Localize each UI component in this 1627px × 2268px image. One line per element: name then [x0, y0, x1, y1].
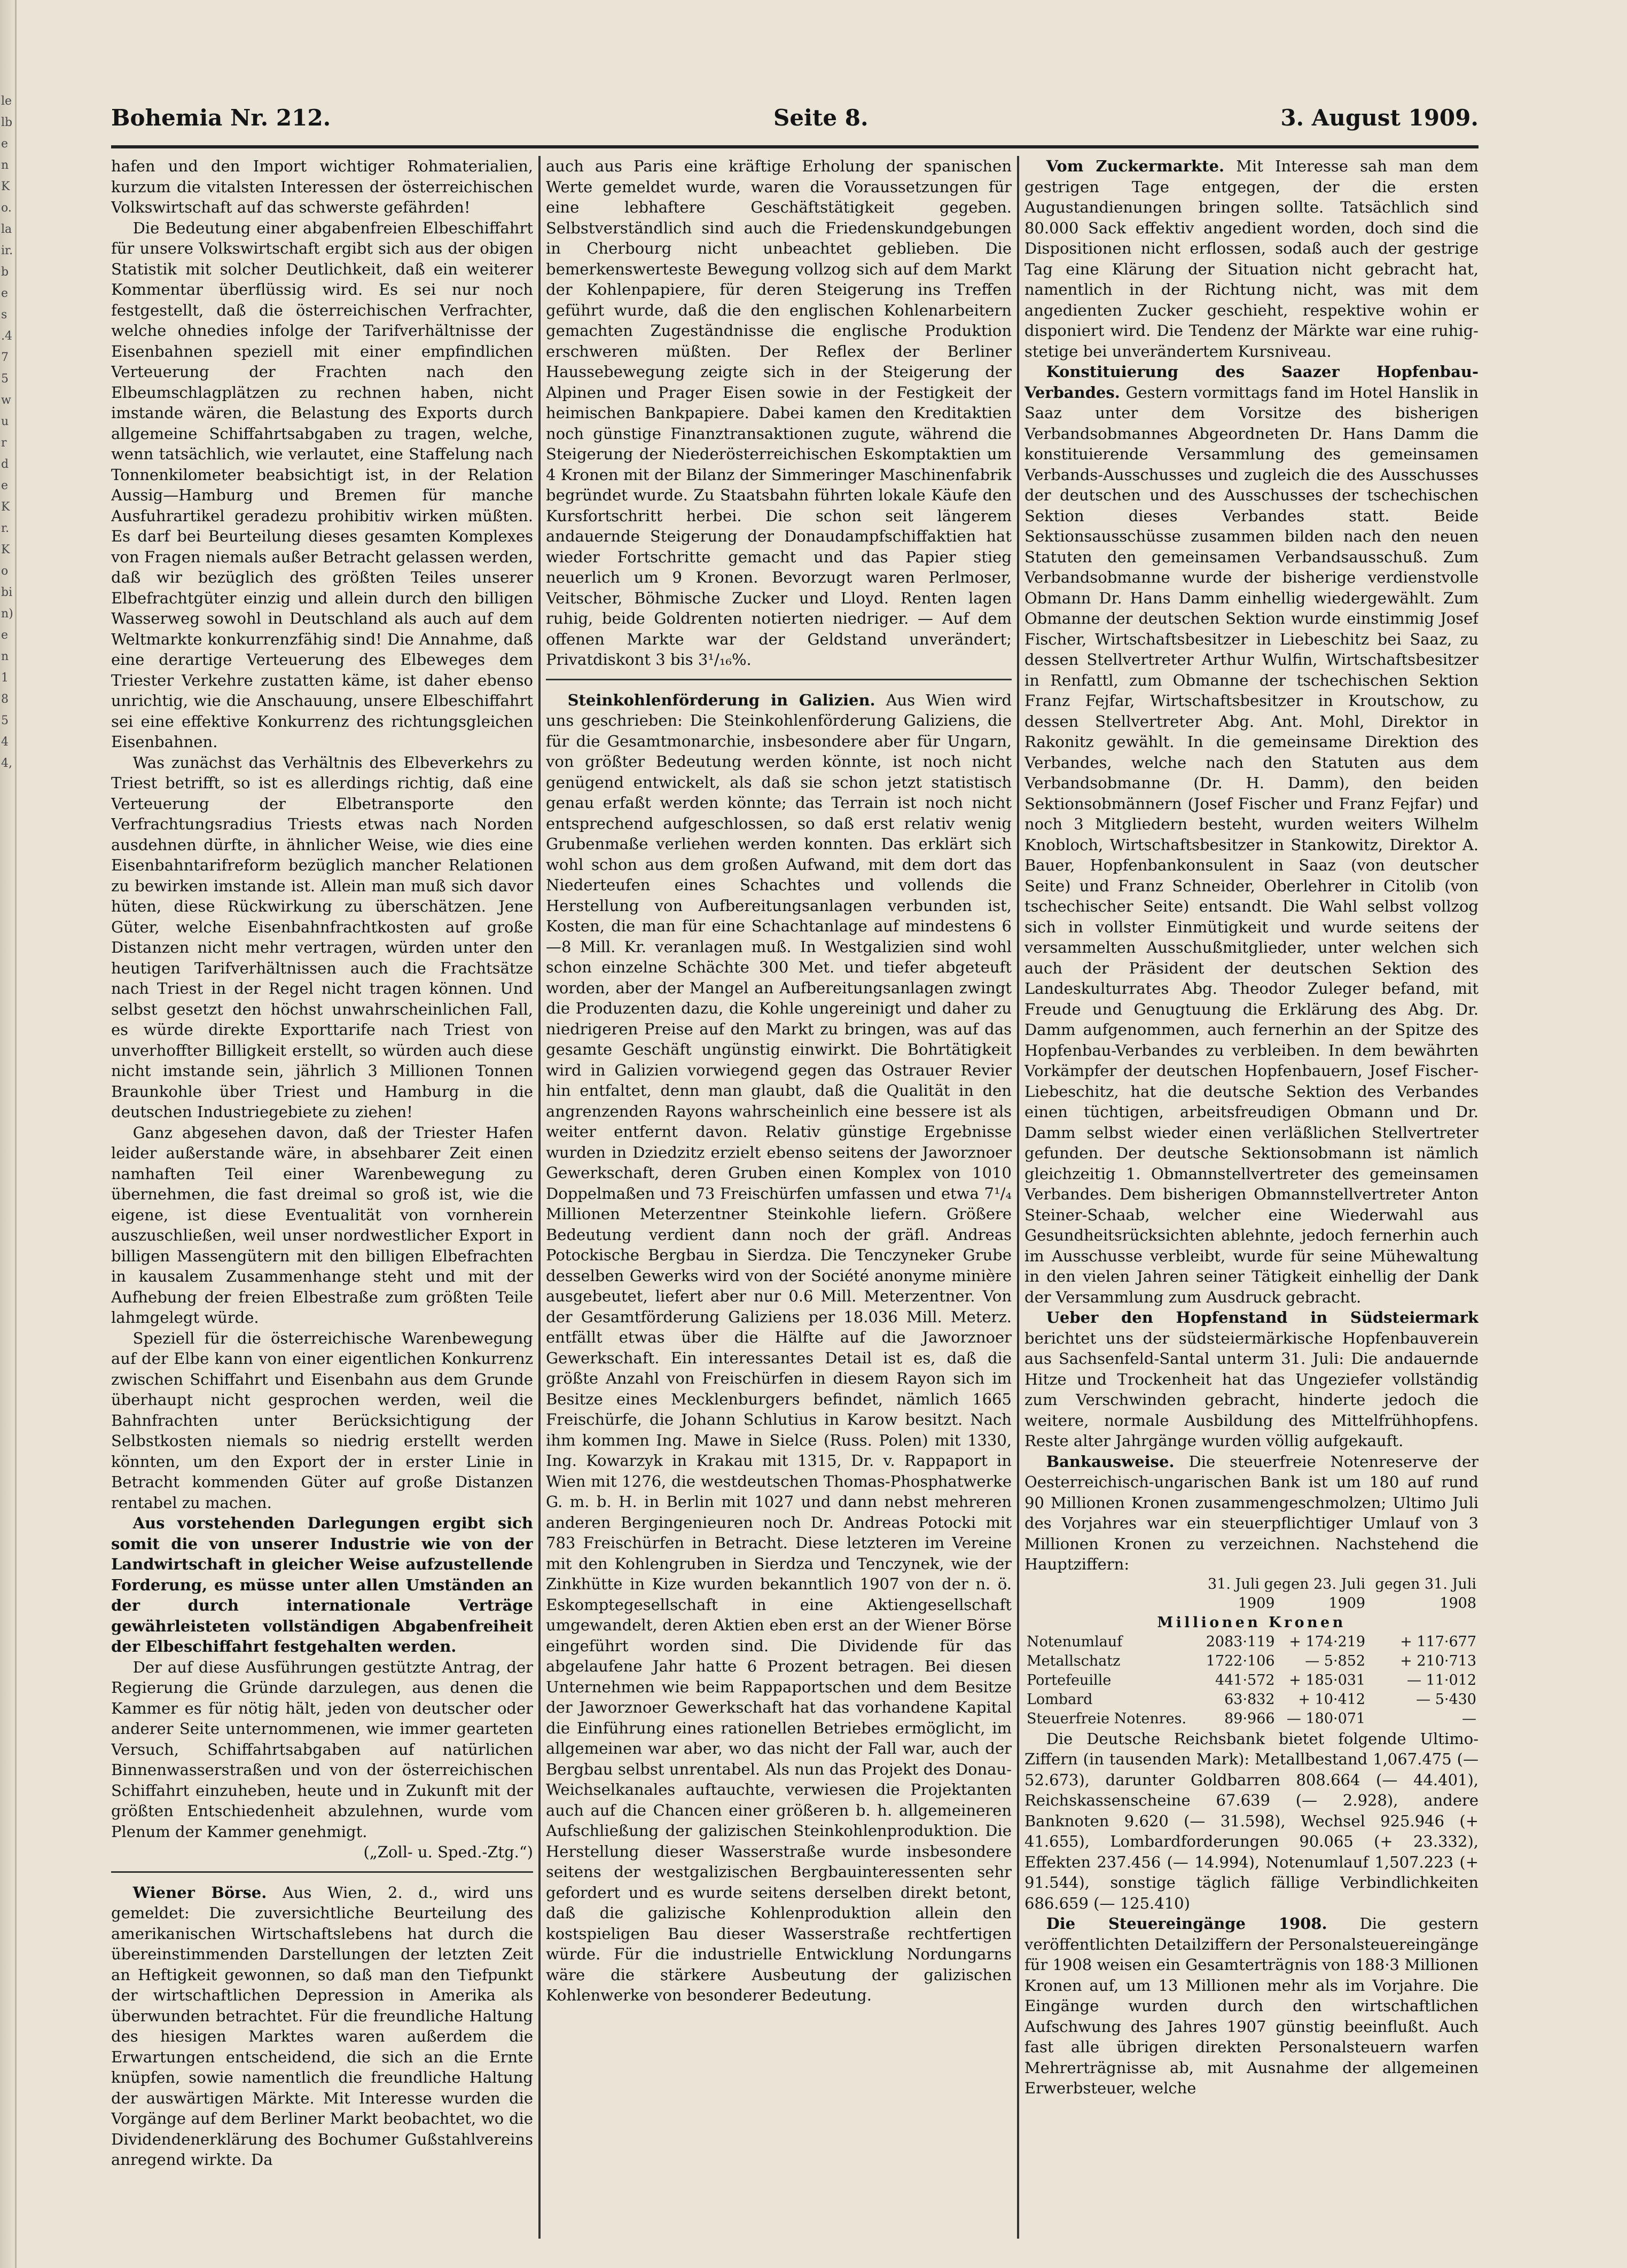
page-number: Seite 8.: [773, 105, 869, 131]
article-paragraph: Die Bedeutung einer abgabenfreien Elbeschiffahrt für unsere Volkswirtschaft ergibt sich aus der obigen Statistik mit solcher Deutlichkeit, daß ein weiterer Kommentar überflüssig wird. Es sei nur noch festgestellt, daß die österreichischen Verfrachter, welche ohnedies infolge der Tarifverhältnisse der Eisenbahnen speziell mit einer empfindlichen Verteuerung der Frachten nach den Elbeumschlagplätzen zu rechnen haben, nicht imstande wären, die Belastung des Exports durch allgemeine Schiffahrtsabgaben zu tragen, welche, wenn tatsächlich, wie verlautet, eine Staffelung nach Tonnenkilometer beabsichtigt ist, in der Relation Aussig—Hamburg und Bremen für manche Ausfuhrartikel geradezu prohibitiv wirken müßten. Es darf bei Beurteilung dieses gesamten Komplexes von Fragen niemals außer Betracht gelassen werden, daß wir bezüglich des größten Teiles unserer Elbefrachtgüter einzig und allein durch den billigen Wasserweg sowohl in Deutschland als auch auf dem Weltmarkte konkurrenzfähig sind! Die Annahme, daß eine derartige Verteuerung des Elbeweges dem Triester Verkehre zustatten käme, ist daher ebenso unrichtig, wie die Anschauung, unsere Elbeschiffahrt sei eine effektive Konkurrenz des richtungsgleichen Eisenbahnen.: [111, 218, 533, 751]
table-cell: — 180·071: [1286, 1710, 1366, 1727]
table-cell: 63·832: [1224, 1691, 1275, 1708]
table-row: [1024, 1709, 1479, 1729]
table-cell: 89·966: [1224, 1710, 1275, 1727]
header-rule: [111, 145, 1479, 148]
table-cell: + 210·713: [1400, 1652, 1476, 1669]
table-row: [1024, 1690, 1479, 1709]
page-header: [111, 105, 1479, 137]
headline-hopfenbau-verband: Konstituierung des Saazer Hopfenbau-Verbandes.: [1024, 363, 1479, 402]
column-1: [111, 156, 533, 2239]
table-row: [1024, 1633, 1479, 1652]
article-paragraph: Speziell für die österreichische Warenbewegung auf der Elbe kann von einer eigentlichen Konkurrenz zwischen Schiffahrt und Eisenbahn aus dem Grunde überhaupt nicht gesprochen werden, weil die Bahnfrachten unter Berücksichtigung der Selbstkosten niemals so niedrig erstellt werden könnten, um den Export der in erster Linie in Betracht kommenden Güter auf große Distanzen rentabel zu machen.: [111, 1329, 533, 1512]
table-cell: Notenumlauf: [1027, 1633, 1123, 1650]
table-header: 1909: [1238, 1595, 1275, 1612]
headline-zuckermarkt: Vom Zuckermarkte.: [1046, 157, 1225, 175]
article-text: Mit Interesse sah man dem gestrigen Tage entgegen, der die ersten Augustandienungen bringen sollte. Tatsächlich sind 80.000 Sack effektiv angedient worden, doch sind die Dispositionen nicht erflossen, sodaß auch der gestrige Tag eine Klärung der Situation nicht gebracht hat, namentlich in der Richtung nicht, was mit dem angedienten Zucker geschieht, respektive wohin er disponiert wird. Die Tendenz der Märkte war eine ruhig-stetige bei unverändertem Kursniveau.: [1024, 157, 1479, 360]
headline-hopfenstand: Ueber den Hopfenstand in Südsteiermark: [1046, 1308, 1479, 1327]
article-paragraph: hafen und den Import wichtiger Rohmaterialien, kurzum die vitalsten Interessen der österreichischen Volkswirtschaft auf das schwerste gefährden!: [111, 157, 533, 216]
table-cell: + 185·031: [1289, 1671, 1366, 1689]
table-cell: + 10·412: [1298, 1691, 1366, 1708]
adjacent-page-text: lelben Ko. lair. bes .475 wurde Kr. Ko bin) en 185 44,: [1, 95, 13, 770]
table-cell: 1722·106: [1206, 1652, 1275, 1669]
column-2: [546, 156, 1012, 2239]
bank-figures-table: [1024, 1575, 1479, 1729]
table-cell: —: [1462, 1710, 1476, 1727]
table-cell: + 117·677: [1400, 1633, 1476, 1650]
table-header: 1908: [1440, 1595, 1476, 1612]
table-header: gegen 31. Juli: [1375, 1575, 1476, 1592]
article-paragraph: Die Deutsche Reichsbank bietet folgende Ultimo-Ziffern (in tausenden Mark): Metallbestand 1,067.475 (— 52.673), darunter Goldbarren 808.664 (— 44.401), Reichskassenscheine 67.639 (— 2.928), andere Banknoten 9.620 (— 31.598), Wechsel 925.946 (+ 41.655), Lombardforderungen 90.065 (+ 23.332), Effekten 237.456 (— 14.994), Notenumlauf 1,507.223 (+ 91.544), sonstige täglich fällige Verbindlichkeiten 686.659 (— 125.410): [1024, 1729, 1479, 1912]
table-cell: + 174·219: [1289, 1633, 1366, 1650]
article-text: Aus Wien wird uns geschrieben: Die Steinkohlenförderung Galiziens, die für die Gesamtmonarchie, insbesondere aber für Ungarn, von größter Bedeutung werden könnte, ist noch nicht genügend entwickelt, als daß sie schon jetzt statistisch genau erfaßt werden könnte; das Terrain ist noch nicht entsprechend aufgeschlossen, so daß erst relativ wenig Grubenmaße verliehen werden konnten. Das erklärt sich wohl schon aus dem großen Aufwand, mit dem dort das Niederteufen eines Schachtes und vollends die Herstellung von Aufbereitungsanlagen verbunden ist, Kosten, die man für eine Schachtanlage auf mindestens 6—8 Mill. Kr. veranlagen muß. In Westgalizien sind wohl schon einzelne Schächte 300 Met. und tiefer abgeteuft worden, aber der Mangel an Aufbereitungsanlagen zwingt die Produzenten dazu, die Kohle ungereinigt und daher zu niedrigeren Preise auf den Markt zu bringen, was auf das gesamte Geschäft ungünstig einwirkt. Die Bohrtätigkeit wird in Galizien vorwiegend gegen das Ostrauer Revier hin entfaltet, denn man glaubt, daß die Qualität in den angrenzenden Rayons wahrscheinlich eine bessere ist als weiter entfernt davon. Relativ günstige Ergebnisse wurden in Dziedzitz erzielt ebenso seitens der Jaworznoer Gewerkschaft, deren Gruben einen Komplex von 1010 Doppelmaßen und 73 Freischürfen umfassen und etwa 7¹/₄ Millionen Meterzentner Steinkohle liefern. Größere Bedeutung verdient dann noch der gräfl. Andreas Potockische Bergbau in Sierdza. Die Tenczyneker Grube desselben Gewerks wird von der Société anonyme minière ausgebeutet, liefert aber nur 0.6 Mill. Meterzentner. Von der Gesamtförderung Galiziens per 18.036 Mill. Meterz. entfällt etwas über die Hälfte auf die Jaworznoer Gewerkschaft. Ein interessantes Detail ist es, daß die größte Anzahl von Freischürfen in diesem Rayon sich im Besitze eines Mecklenburgers befindet, nämlich 1665 Freischürfe, die Johann Schlutius in Karow besitzt. Nach ihm kommen Ing. Mawe in Sielce (Russ. Polen) mit 1330, Ing. Kowarzyk in Krakau mit 1315, Dr. v. Rappaport in Wien mit 1276, die westdeutschen Thomas-Phosphatwerke G. m. b. H. in Berlin mit 1027 und dann nebst mehreren anderen Bergingenieuren noch Dr. Andreas Potocki mit 783 Freischürfen in Betracht. Diese letzteren im Vereine mit den Kohlengruben in Sierdza und Tenczynek, wie der Zinkhütte in Kize wurden bekanntlich 1907 von der n. ö. Eskomptegesellschaft in eine Aktiengesellschaft umgewandelt, deren Aktien eben erst an der Wiener Börse eingeführt worden sind. Die Dividende für das abgelaufene Jahr hatte 6 Prozent betragen. Bei diesen Unternehmen wie beim Rappaportschen und dem Besitze der Jaworznoer Gewerkschaft hat das vorhandene Kapital die Einführung eines rationellen Betriebes ermöglicht, im allgemeinen war aber, wo das nicht der Fall war, auch der Bergbau selbst unrentabel. Als nun das Projekt des Donau-Weichselkanales auftauchte, verwiesen die Projektanten auch auf die Chancen einer größeren b. h. allgemeineren Aufschließung der galizischen Steinkohlenproduktion. Die Herstellung dieser Wasserstraße wurde insbesondere seitens der westgalizischen Bergbauinteressenten sehr gefordert und es wurde seitens derselben direkt betont, daß die galizische Kohlenproduktion allein den kostspieligen Bau dieser Wasserstraße rechtfertigen würde. Für die industrielle Entwicklung Nordungarns wäre die stärkere Ausbeutung der galizischen Kohlenwerke von besonderer Bedeutung.: [546, 690, 1012, 2004]
headline-wiener-boerse: Wiener Börse.: [132, 1883, 267, 1902]
table-header: 1909: [1328, 1595, 1366, 1612]
article-paragraph: auch aus Paris eine kräftige Erholung der spanischen Werte gemeldet wurde, waren die Voraussetzungen für eine lebhaftere Geschäftstätigkeit gegeben. Selbstverständlich sind auch die Friedenskundgebungen in Cherbourg nicht unbeachtet geblieben. Die bemerkenswerteste Bewegung vollzog sich auf dem Markt der Kohlenpapiere, für deren Steigerung ins Treffen geführt wurde, daß die den englischen Kohlenarbeitern gemachten Zugeständnisse die englische Produktion erschweren müßten. Der Reflex der Berliner Haussebewegung zeigte sich in der Steigerung der Alpinen und Prager Eisen sowie in der Festigkeit der heimischen Bankpapiere. Dabei kamen den Kreditaktien noch günstige Finanztransaktionen zugute, während die Steigerung der Niederösterreichischen Eskomptaktien um 4 Kronen mit der Bilanz der Simmeringer Maschinenfabrik begründet wurde. Zu Staatsbahn führten lokale Käufe den Kursfortschritt herbei. Die schon seit längerem andauernde Steigerung der Donaudampfschiffaktien hat wieder Fortschritte gemacht und das Papier stieg neuerlich um 9 Kronen. Bevorzugt waren Perlmoser, Veitscher, Böhmische Zucker und Lloyd. Renten lagen ruhig, beide Goldrenten notierten niedriger. — Auf dem offenen Markte war der Geldstand unverändert; Privatdiskont 3 bis 3¹/₁₆%.: [546, 157, 1012, 669]
column-rule: [1017, 156, 1019, 2239]
table-cell: — 5·852: [1305, 1652, 1366, 1669]
column-3: [1024, 156, 1479, 2239]
table-cell: Metallschatz: [1027, 1652, 1121, 1669]
article-paragraph: Was zunächst das Verhältnis des Elbeverkehrs zu Triest betrifft, so ist es allerdings richtig, daß eine Verteuerung der Elbetransporte den Verfrachtungsradius Triests etwas nach Norden ausdehnen dürfte, in ähnlicher Weise, wie dies eine Eisenbahntarifreform bezüglich mancher Relationen zu bewirken imstande ist. Allein man muß sich davor hüten, diese Rückwirkung zu überschätzen. Jene Güter, welche Eisenbahnfrachtkosten auf große Distanzen nicht mehr vertragen, würden unter den heutigen Tarifverhältnissen auch die Frachtsätze nach Triest in der Regel nicht tragen können. Und selbst gesetzt den höchst unwahrscheinlichen Fall, es würde direkte Exporttarife nach Triest von unverhoffter Billigkeit erstellt, so würden auch diese nicht imstande sein, jährlich 3 Millionen Tonnen Braunkohle über Triest und Hamburg in die deutschen Industriegebiete zu ziehen!: [111, 753, 533, 1121]
table-cell: Lombard: [1027, 1691, 1093, 1708]
newspaper-issue: Bohemia Nr. 212.: [111, 105, 331, 131]
article-paragraph: Aus vorstehenden Darlegungen ergibt sich somit die von unserer Industrie wie von der Landwirtschaft in gleicher Weise aufzustellende Forderung, es müsse unter allen Umständen an der durch internationale Verträge gewährleisteten vollständigen Abgabenfreiheit der Elbeschiffahrt festgehalten werden.: [111, 1514, 533, 1655]
headline-steinkohle: Steinkohlenförderung in Galizien.: [567, 690, 875, 709]
table-cell: — 11·012: [1406, 1671, 1476, 1689]
article-text: Die gestern veröffentlichten Detailziffern der Personalsteuereingänge für 1908 weisen ein Gesamterträgnis von 188·3 Millionen Kronen auf, um 13 Millionen mehr als im Vorjahre. Die Eingänge wurden durch den wirtschaftlichen Aufschwung des Jahres 1907 günstig beeinflußt. Auch fast alle übrigen direkten Personalsteuern warfen Mehrerträgnisse ab, mit Ausnahme der allgemeinen Erwerbsteuer, welche: [1024, 1914, 1479, 2097]
issue-date: 3. August 1909.: [1280, 105, 1479, 131]
article-text: Die steuerfreie Notenreserve der Oesterreichisch-ungarischen Bank ist um 180 auf rund 90 Millionen Kronen zusammengeschmolzen; Ultimo Juli des Vorjahres war ein steuerpflichtiger Umlauf von 3 Millionen Kronen zu verzeichnen. Nachstehend die Hauptziffern:: [1024, 1452, 1479, 1573]
adjacent-page-edge: [0, 0, 17, 2268]
article-source: („Zoll- u. Sped.-Ztg.“): [363, 1843, 533, 1861]
table-cell: 441·572: [1215, 1671, 1275, 1689]
headline-steuereingaenge: Die Steuereingänge 1908.: [1046, 1914, 1327, 1933]
table-row: [1024, 1652, 1479, 1671]
section-divider: [546, 679, 1012, 680]
table-cell: Steuerfreie Notenres.: [1027, 1710, 1187, 1727]
article-text: Gestern vormittags fand im Hotel Hanslik in Saaz unter dem Vorsitze des bisherigen Verbandsobmannes Abgeordneten Dr. Hans Damm die konstituierende Versammlung des gemeinsamen Verbands-Ausschusses und zugleich die des Ausschusses der deutschen und des Ausschusses der tschechischen Sektion dieses Verbandes statt. Beide Sektionsausschüsse zusammen bilden nach den neuen Statuten den gemeinsamen Verbandsausschuß. Zum Verbandsobmanne wurde der bisherige verdienstvolle Obmann Dr. Hans Damm einhellig wiedergewählt. Zum Obmanne der deutschen Sektion wurde einstimmig Josef Fischer, Wirtschaftsbesitzer in Liebeschitz bei Saaz, zu dessen Stellvertreter Arthur Wulfin, Wirtschaftsbesitzer in Renfattl, zum Obmanne der tschechischen Sektion Franz Fejfar, Wirtschaftsbesitzer in Kroutschow, zu dessen Stellvertreter Abg. Ant. Mohl, Direktor in Rakonitz gewählt. In die gemeinsame Direktion des Verbandes, welche nach den Statuten aus dem Verbandsobmanne (Dr. H. Damm), den beiden Sektionsobmännern (Josef Fischer und Franz Fejfar) und noch 3 Mitgliedern besteht, wurden weiters Wilhelm Knobloch, Wirtschaftsbesitzer in Stankowitz, Direktor A. Bauer, Hopfenbankonsulent in Saaz (von deutscher Seite) und Franz Schneider, Oberlehrer in Citolib (von tschechischer Seite) entsandt. Die Wahl selbst vollzog sich in vollster Einmütigkeit und wurde seitens der versammelten Ausschußmitglieder, unter welchen sich auch der Präsident der deutschen Sektion des Landeskulturrates Abg. Theodor Zuleger befand, mit Freude und Genugtuung die Erklärung des Abg. Dr. Damm aufgenommen, auch fernerhin an der Spitze des Hopfenbau-Verbandes zu verbleiben. In dem bewährten Vorkämpfer der deutschen Hopfenbauern, Josef Fischer-Liebeschitz, hat die deutsche Sektion des Verbandes einen tüchtigen, arbeitsfreudigen Obmann und Dr. Damm selbst wieder einen verläßlichen Stellvertreter gefunden. Der deutsche Sektionsobmann ist nämlich gleichzeitig 1. Obmannstellvertreter des gemeinsamen Verbandes. Dem bisherigen Obmannstellvertreter Anton Steiner-Schaab, welcher eine Wiederwahl aus Gesundheitsrücksichten ablehnte, jedoch fernerhin auch im Ausschusse verbleibt, wurde für seine Mühewaltung in den vielen Jahren seiner Tätigkeit einhellig der Dank der Versammlung zum Ausdruck gebracht.: [1024, 383, 1479, 1306]
section-divider: [111, 1871, 533, 1873]
table-row: [1024, 1671, 1479, 1690]
table-cell: — 5·430: [1416, 1691, 1476, 1708]
column-rule: [538, 156, 541, 2239]
table-header: 31. Juli gegen 23. Juli: [1208, 1575, 1366, 1592]
table-cell: Portefeuille: [1027, 1671, 1112, 1689]
headline-bankausweise: Bankausweise.: [1046, 1452, 1175, 1471]
table-cell: 2083·119: [1206, 1633, 1275, 1650]
article-paragraph: Ganz abgesehen davon, daß der Triester Hafen leider außerstande wäre, in absehbarer Zeit einen namhaften Teil einer Warenbewegung zu übernehmen, die fast dreimal so groß ist, wie die eigene, ist diese Eventualität von vornherein auszuschließen, weil unser nordwestlicher Export in billigen Massengütern mit den billigen Elbefrachten in kausalem Zusammenhange steht und mit der Aufhebung der freien Elbestraße zum größten Teile lahmgelegt würde.: [111, 1123, 533, 1327]
article-text: berichtet uns der südsteiermärkische Hopfenbauverein aus Sachsenfeld-Santal unterm 31. Juli: Die andauernde Hitze und Trockenheit hat das Ungeziefer vollständig zum Verschwinden gebracht, hinderte jedoch die weitere, normale Ausbildung des Mittelfrühhopfens. Reste alter Jahrgänge wurden völlig aufgekauft.: [1024, 1329, 1479, 1450]
article-text: Aus Wien, 2. d., wird uns gemeldet: Die zuversichtliche Beurteilung des amerikanischen Wirtschaftslebens hat durch die übereinstimmenden Darstellungen der letzten Zeit an Heftigkeit gewonnen, so daß man den Tiefpunkt der wirtschaftlichen Depression in Amerika als überwunden betrachtet. Für die freundliche Haltung des hiesigen Marktes waren außerdem die Erwartungen entscheidend, die sich an die Ernte knüpfen, sowie namentlich die freundliche Haltung der auswärtigen Märkte. Mit Interesse wurden die Vorgänge auf dem Berliner Markt beobachtet, wo die Dividendenerklärung des Bochumer Gußstahlvereins anregend wirkte. Da: [111, 1883, 533, 2169]
article-paragraph: Der auf diese Ausführungen gestützte Antrag, der Regierung die Gründe darzulegen, aus denen die Kammer es für nötig hält, jeden von deutscher oder anderer Seite unternommenen, wie immer gearteten Versuch, Schiffahrtsabgaben auf natürlichen Binnenwasserstraßen und von der österreichischen Schiffahrt einzuheben, heute und in Zukunft mit der größten Entschiedenheit abzulehnen, wurde vom Plenum der Kammer genehmigt.: [111, 1658, 533, 1841]
table-unit: Millionen Kronen: [1157, 1614, 1346, 1631]
